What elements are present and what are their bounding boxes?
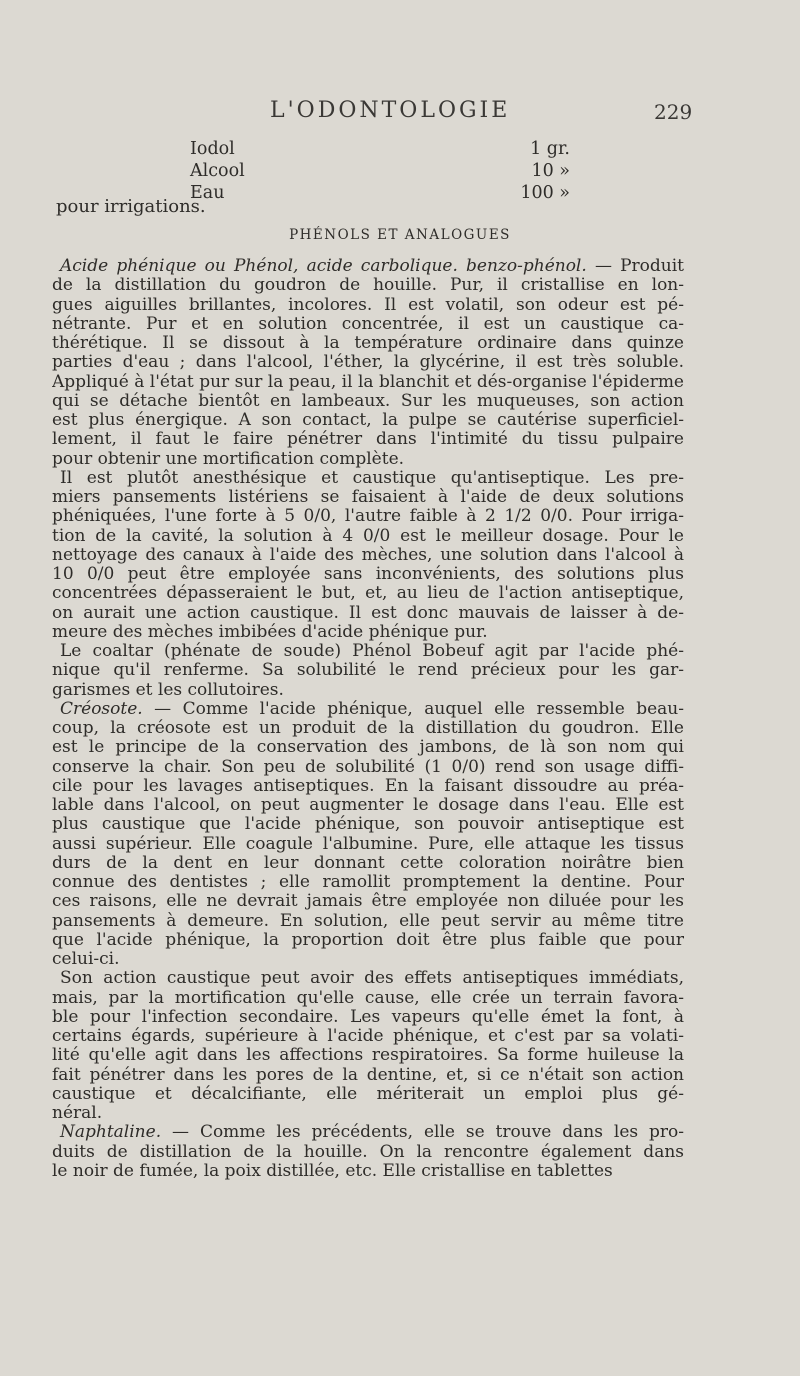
paragraph: [52, 642, 684, 700]
text-line: lité qu'elle agit dans les affections respiratoires. Sa forme huileuse la: [52, 1046, 684, 1066]
text-line: est le principe de la conservation des jambons, de là son nom qui: [52, 738, 684, 758]
paragraph: [52, 1123, 684, 1181]
text-line: duits de distillation de la houille. On la rencontre également dans: [52, 1142, 684, 1162]
text-line: mais, par la mortification qu'elle cause, elle crée un terrain favora-: [52, 988, 684, 1008]
text-line: lable dans l'alcool, on peut augmenter le dosage dans l'eau. Elle est: [52, 796, 684, 815]
text-line: phéniquées, l'une forte à 5 0/0, l'autre faible à 2 1/2 0/0. Pour irriga-: [52, 507, 684, 527]
text-line: connue des dentistes ; elle ramollit promptement la dentine. Pour: [52, 873, 684, 892]
text-line: néral.: [52, 1104, 103, 1123]
text-line: durs de la dent en leur donnant cette coloration noirâtre bien: [52, 853, 684, 873]
text-line: miers pansements listériens se faisaient à l'aide de deux solutions: [52, 488, 684, 507]
paragraph-lead: Acide phénique ou Phénol, acide carbolique. benzo-phénol.: [60, 257, 587, 276]
text-line: est plus énergique. A son contact, la pulpe se cautérise superficiel-: [52, 411, 684, 430]
text-line: que l'acide phénique, la proportion doit être plus faible que pour: [52, 930, 684, 950]
text-line: coup, la créosote est un produit de la distillation du goudron. Elle: [52, 719, 684, 738]
text-line: ces raisons, elle ne devrait jamais être employée non diluée pour les: [52, 892, 684, 912]
text-line: Il est plutôt anesthésique et caustique qu'antiseptique. Les pre-: [60, 468, 684, 488]
text-line: Appliqué à l'état pur sur la peau, il la blanchit et dés-organise l'épiderme: [52, 372, 684, 392]
text-line: gues aiguilles brillantes, incolores. Il est volatil, son odeur est pé-: [52, 295, 684, 315]
text-line: meure des mèches imbibées d'acide phénique pur.: [52, 622, 488, 642]
paragraph: [52, 257, 684, 469]
text-line: parties d'eau ; dans l'alcool, l'éther, la glycérine, il est très soluble.: [52, 353, 684, 373]
text-line: aussi supérieur. Elle coagule l'albumine. Pure, elle attaque les tissus: [52, 834, 684, 854]
page-header: [0, 98, 800, 132]
text-line: thérétique. Il se dissout à la température ordinaire dans quinze: [52, 334, 684, 353]
text-line: pansements à demeure. En solution, elle peut servir au même titre: [52, 911, 684, 931]
formula-quantity: 1 gr.: [530, 139, 570, 159]
text-line: garismes et les collutoires.: [52, 680, 284, 700]
text-line: le noir de fumée, la poix distillée, etc. Elle cristallise en tablettes: [52, 1161, 613, 1181]
text-line: [52, 257, 684, 276]
formula-ingredient: Eau: [190, 183, 225, 203]
formula-ingredient: Alcool: [190, 161, 245, 181]
text-line: 10 0/0 peut être employée sans inconvénients, des solutions plus: [52, 565, 684, 584]
text-line: pour obtenir une mortification complète.: [52, 449, 405, 469]
text-line: plus caustique que l'acide phénique, son pouvoir antiseptique est: [52, 815, 684, 835]
text-line: Son action caustique peut avoir des effets antiseptiques immédiats,: [60, 969, 684, 989]
text-line: certains égards, supérieure à l'acide phénique, et c'est par sa volati-: [52, 1027, 684, 1046]
text-line: qui se détache bientôt en lambeaux. Sur les muqueuses, son action: [52, 391, 684, 411]
paragraph-lead: Créosote.: [60, 699, 143, 719]
line-text: — Comme l'acide phénique, auquel elle ressemble beau-: [154, 699, 684, 719]
text-line: nétrante. Pur et en solution concentrée, il est un caustique ca-: [52, 314, 684, 334]
paragraph-lead: Naphtaline.: [60, 1123, 162, 1143]
text-line: nique qu'il renferme. Sa solubilité le rend précieux pour les gar-: [52, 661, 684, 681]
text-line: conserve la chair. Son peu de solubilité (1 0/0) rend son usage diffi-: [52, 757, 684, 777]
text-line: tion de la cavité, la solution à 4 0/0 est le meilleur dosage. Pour le: [52, 526, 684, 546]
running-head: L'ODONTOLOGIE: [270, 98, 511, 123]
formula-block: [190, 138, 570, 204]
text-line: nettoyage des canaux à l'aide des mèches, une solution dans l'alcool à: [52, 545, 684, 565]
text-line: cile pour les lavages antiseptiques. En la faisant dissoudre au préa-: [52, 776, 684, 796]
text-line: lement, il faut le faire pénétrer dans l'intimité du tissu pulpaire: [52, 430, 684, 450]
formula-row: [190, 138, 570, 160]
paragraph: [52, 969, 684, 1123]
text-line: fait pénétrer dans les pores de la dentine, et, si ce n'était son action: [52, 1065, 684, 1085]
text-line: ble pour l'infection secondaire. Les vapeurs qu'elle émet la font, à: [52, 1007, 684, 1027]
text-line: on aurait une action caustique. Il est donc mauvais de laisser à de-: [52, 603, 684, 623]
paragraph: [52, 700, 684, 970]
text-line: [52, 700, 684, 719]
body-text: [52, 257, 684, 1181]
text-line: caustique et décalcifiante, elle mériterait un emploi plus gé-: [52, 1084, 684, 1104]
formula-quantity: 10 »: [531, 161, 570, 181]
paragraph: [52, 469, 684, 642]
text-line: concentrées dépasseraient le but, et, au lieu de l'action antiseptique,: [52, 584, 684, 604]
line-text: — Comme les précédents, elle se trouve dans les pro-: [172, 1123, 684, 1143]
formula-row: [190, 182, 570, 204]
formula-quantity: 100 »: [520, 183, 570, 203]
formula-usage-note: pour irrigations.: [56, 196, 206, 217]
text-line: Le coaltar (phénate de soude) Phénol Bobeuf agit par l'acide phé-: [60, 642, 684, 661]
formula-row: [190, 160, 570, 182]
text-line: [52, 1123, 684, 1142]
page-number: 229: [654, 100, 693, 124]
section-heading: PHÉNOLS ET ANALOGUES: [289, 227, 511, 243]
formula-ingredient: Iodol: [190, 139, 235, 159]
text-line: celui-ci.: [52, 950, 120, 969]
line-text: — Produit: [594, 257, 684, 276]
text-line: de la distillation du goudron de houille. Pur, il cristallise en lon-: [52, 276, 684, 296]
